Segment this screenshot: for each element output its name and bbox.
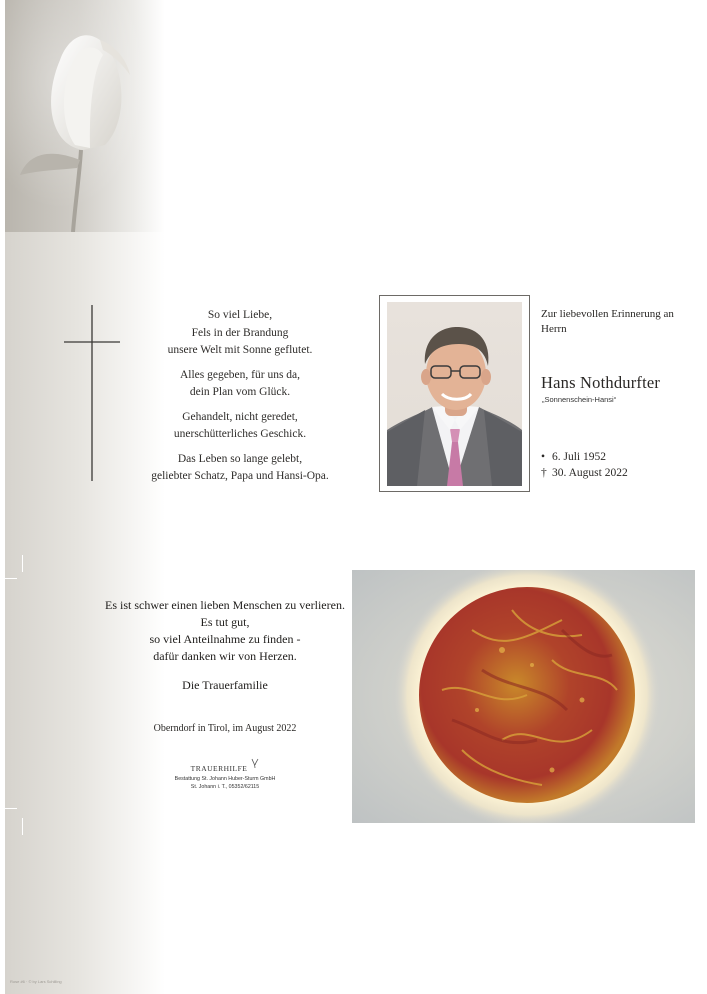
poem-line: unerschütterliches Geschick. — [173, 428, 307, 440]
poem-line: So viel Liebe, — [207, 309, 273, 321]
sun-painting — [352, 570, 695, 823]
poem-line: unsere Welt mit Sonne geflutet. — [167, 344, 313, 356]
death-date: 30. August 2022 — [552, 467, 628, 479]
poem-line: Das Leben so lange gelebt, — [177, 452, 303, 465]
deceased-nickname: „Sonnenschein-Hansi“ — [542, 395, 617, 404]
trim-mark-vertical-lower — [22, 818, 23, 835]
trim-mark-vertical-upper — [22, 555, 23, 572]
thanks-line: so viel Anteilnahme zu finden - — [149, 632, 301, 646]
funeral-home-logo — [140, 758, 310, 791]
thanks-line: Es tut gut, — [200, 615, 250, 629]
poem-stanza — [130, 367, 350, 402]
poem-line: Fels in der Brandung — [191, 326, 289, 339]
birth-date: 6. Juli 1952 — [552, 451, 606, 463]
portrait-illustration — [387, 302, 522, 486]
thanks-line: Es ist schwer einen lieben Menschen zu verlieren. — [105, 598, 345, 612]
poem-stanza — [130, 307, 350, 360]
trim-mark-horizontal-lower — [5, 808, 17, 809]
place-and-date: Oberndorf in Tirol, im August 2022 — [153, 723, 297, 734]
poem-line: Gehandelt, nicht geredet, — [182, 410, 298, 423]
deceased-name: Hans Nothdurfter — [541, 373, 661, 392]
poem-line: dein Plan vom Glück. — [189, 386, 291, 398]
rose-illustration — [5, 0, 165, 232]
thank-you-text — [90, 597, 360, 665]
poem-stanza — [130, 409, 350, 444]
family-signature: Die Trauerfamilie — [182, 678, 268, 692]
leaf-icon — [251, 758, 259, 768]
image-credit: Rose #6 · © by Lars Schilling — [10, 979, 62, 984]
funeral-home-name: TRAUERHILFE — [190, 764, 248, 773]
cross-icon — [62, 305, 122, 483]
life-dates — [541, 449, 628, 481]
birth-star-icon: • — [541, 451, 546, 463]
death-date-row — [541, 465, 628, 481]
deceased-info — [541, 307, 701, 479]
birth-date-row — [541, 449, 628, 465]
funeral-home-company: Bestattung St. Johann Huber-Sturm GmbH — [174, 776, 276, 782]
sun-disc-artwork — [352, 570, 695, 823]
portrait-frame — [379, 295, 530, 492]
intro-title: Herrn — [541, 323, 567, 335]
memorial-poem — [130, 307, 350, 493]
intro-line: Zur liebevollen Erinnerung an — [541, 308, 674, 320]
thanks-line: dafür danken wir von Herzen. — [153, 649, 297, 663]
funeral-home-contact: St. Johann i. T., 05352/62115 — [190, 783, 260, 790]
poem-stanza — [130, 451, 350, 486]
trim-mark-horizontal-upper — [5, 578, 17, 579]
death-cross-icon: † — [541, 467, 547, 479]
portrait-photo — [387, 302, 522, 486]
memorial-intro — [541, 307, 701, 337]
funeral-home-title-row — [140, 758, 310, 776]
poem-line: Alles gegeben, für uns da, — [179, 368, 301, 381]
poem-line: geliebter Schatz, Papa und Hansi-Opa. — [151, 470, 329, 482]
